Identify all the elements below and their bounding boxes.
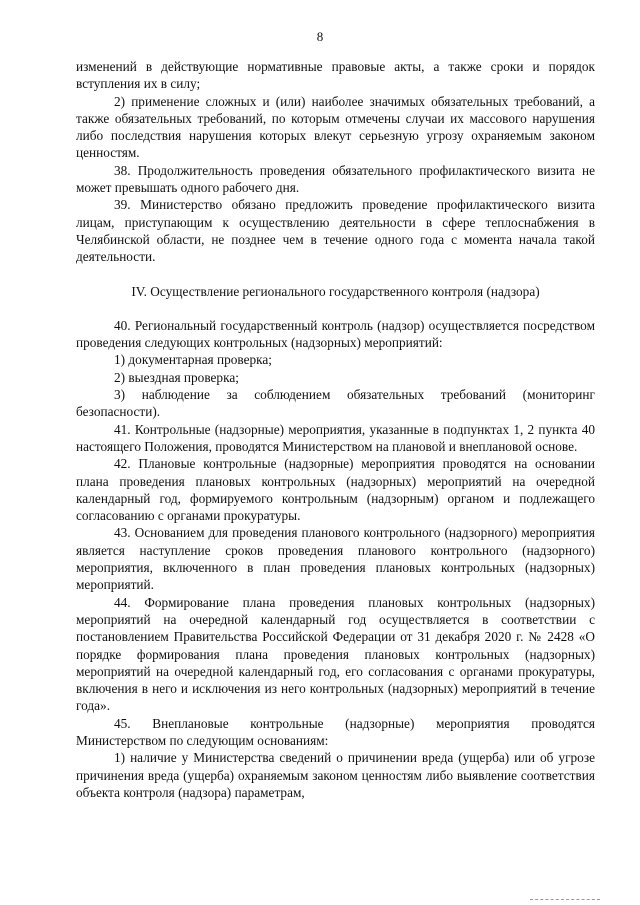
paragraph-39: 39. Министерство обязано предложить проведение профилактического визита лицам, приступающим к осуществлению деятельности в сфере теплоснабжения в Челябинской области, не позднее чем в течение одного года с момента начала такой деятельности. — [76, 197, 595, 265]
paragraph-43: 43. Основанием для проведения планового контрольного (надзорного) мероприятия является наступление сроков проведения планового контрольного (надзорного) мероприятия, включенного в план проведения плановых контрольных (надзорных) мероприятий. — [76, 525, 595, 593]
paragraph-45: 45. Внеплановые контрольные (надзорные) мероприятия проводятся Министерством по следующим основаниям: — [76, 715, 595, 748]
paragraph-44: 44. Формирование плана проведения плановых контрольных (надзорных) мероприятий на очередной календарный год осуществляется в соответствии с постановлением Правительства Российской Федерации от 31 декабря 2020 г. № 2428 «О порядке формирования плана проведения плановых контрольных (надзорных) мероприятий на очередной календарный год, его согласования с органами прокуратуры, включения в него и исключения из него контрольных (надзорных) мероприятий в течение года». — [76, 594, 595, 714]
document-body — [76, 58, 595, 801]
paragraph-45-subitem-1: 1) наличие у Министерства сведений о причинении вреда (ущерба) или об угрозе причинения вреда (ущерба) охраняемым законом ценностям либо выявление соответствия объекта контроля (надзора) параметрам, — [76, 750, 595, 800]
paragraph-38: 38. Продолжительность проведения обязательного профилактического визита не может превышать одного рабочего дня. — [76, 162, 595, 196]
page-number: 8 — [316, 29, 324, 44]
paragraph-subitem-2: 2) применение сложных и (или) наиболее значимых обязательных требований, а также обязательных требований, по которым отмечены случаи их массового нарушения либо последствия нарушения которых влекут серьезную угрозу охраняемым законом ценностям. — [76, 93, 595, 161]
paragraph-40-subitem-3: 3) наблюдение за соблюдением обязательных требований (мониторинг безопасности). — [76, 387, 595, 420]
paragraph-40-subitem-1: 1) документарная проверка; — [114, 352, 272, 368]
paragraph-continuation: изменений в действующие нормативные правовые акты, а также сроки и порядок вступления их в силу; — [76, 59, 595, 92]
paragraph-41: 41. Контрольные (надзорные) мероприятия, указанные в подпунктах 1, 2 пункта 40 настоящего Положения, проводятся Министерством на плановой и внеплановой основе. — [76, 421, 595, 454]
section-heading-iv: IV. Осуществление регионального государственного контроля (надзора) — [131, 283, 540, 299]
paragraph-40: 40. Региональный государственный контроль (надзор) осуществляется посредством проведения следующих контрольных (надзорных) мероприятий: — [76, 317, 595, 351]
footer-scan-mark — [530, 899, 600, 901]
paragraph-40-subitem-2: 2) выездная проверка; — [114, 369, 239, 385]
paragraph-42: 42. Плановые контрольные (надзорные) мероприятия проводятся на основании плана проведения плановых контрольных (надзорных) мероприятий на очередной календарный год, формируемого контрольным (надзорным) органом и подлежащего согласованию с органами прокуратуры. — [76, 456, 595, 524]
